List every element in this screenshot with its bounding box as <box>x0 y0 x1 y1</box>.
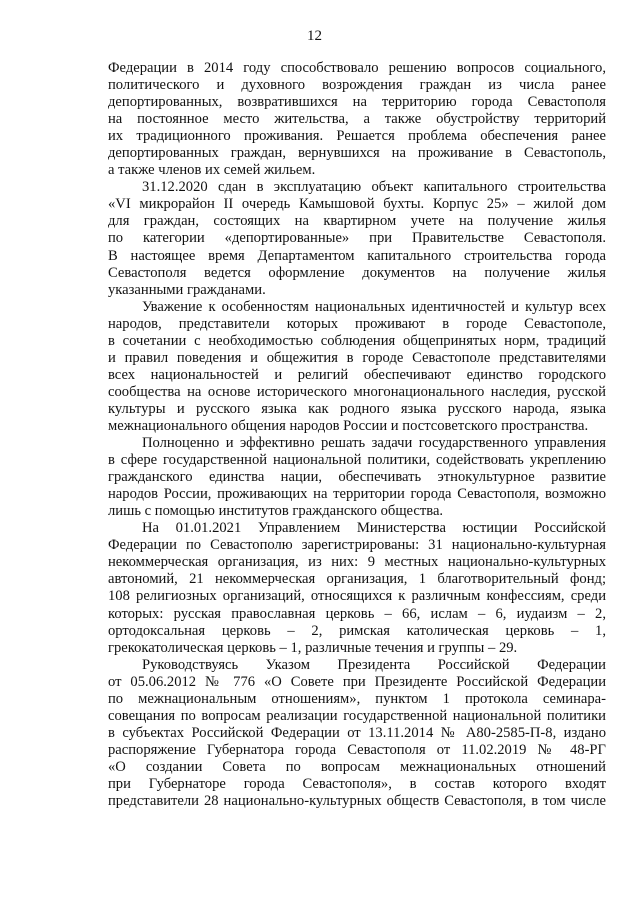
text-line: распоряжение Губернатора города Севастополя от 11.02.2019 № 48-РГ <box>108 741 606 758</box>
document-body <box>108 60 606 810</box>
text-line: их традиционного проживания. Решается проблема обеспечения ранее <box>108 128 606 145</box>
text-line: Федерации по Севастополю зарегистрированы: 31 национально-культурная <box>108 537 606 554</box>
text-line: народов России, проживающих на территории города Севастополя, возможно <box>108 486 606 503</box>
text-line: всех национальностей и религий обеспечивают единство городского <box>108 366 606 383</box>
text-line: от 05.06.2012 № 776 «О Совете при Президенте Российской Федерации <box>108 673 606 690</box>
page-number: 12 <box>307 28 322 44</box>
text-line: которых: русская православная церковь – 66, ислам – 6, иудаизм – 2, <box>108 605 606 622</box>
text-line: Федерации в 2014 году способствовало решению вопросов социального, <box>108 60 606 76</box>
text-line: на постоянное место жительства, а также обустройству территорий <box>108 111 606 128</box>
paragraph-3 <box>108 299 606 435</box>
text-line: представители 28 национально-культурных обществ Севастополя, в том числе <box>108 793 606 810</box>
text-line: Севастополя ведется оформление документов на получение жилья <box>108 264 606 281</box>
text-line: автономий, 21 некоммерческая организация, 1 благотворительный фонд; <box>108 571 606 588</box>
text-line: в сфере государственной национальной политики, содействовать укреплению <box>108 452 606 469</box>
text-line: при Губернаторе города Севастополя», в состав которого входят <box>108 775 606 792</box>
text-line: «VI микрорайон II очередь Камышовой бухты. Корпус 25» – жилой дом <box>108 196 606 213</box>
text-line: депортированных, возвратившихся на территорию города Севастополя <box>108 94 606 111</box>
text-line: гражданского единства нации, обеспечивать этнокультурное развитие <box>108 469 606 486</box>
paragraph-4 <box>108 435 606 520</box>
paragraph-6 <box>108 657 606 810</box>
text-line: 31.12.2020 сдан в эксплуатацию объект капитального строительства <box>142 179 606 196</box>
text-line: а также членов их семей жильем. <box>108 162 316 179</box>
text-line: по категории «депортированные» при Правительстве Севастополя. <box>108 230 606 247</box>
text-line: для граждан, состоящих на квартирном учете на получение жилья <box>108 213 606 230</box>
text-line: грекокатолическая церковь – 1, различные течения и группы – 29. <box>108 639 518 656</box>
text-line: лишь с помощью институтов гражданского общества. <box>108 503 444 520</box>
text-line: сообщества на основе исторического многонационального наследия, русской <box>108 383 606 400</box>
text-line: В настоящее время Департаментом капитального строительства города <box>108 247 606 264</box>
text-line: в субъектах Российской Федерации от 13.11.2014 № А80-2585-П-8, издано <box>108 724 606 741</box>
text-line: ортодоксальная церковь – 2, римская католическая церковь – 1, <box>108 622 606 639</box>
text-line: депортированных граждан, вернувшихся на проживание в Севастополь, <box>108 145 606 162</box>
text-line: в сочетании с необходимостью соблюдения общепринятых норм, традиций <box>108 332 606 349</box>
text-line: 108 религиозных организаций, относящихся к различным конфессиям, среди <box>108 588 606 605</box>
text-line: народов, представители которых проживают в городе Севастополе, <box>108 315 606 332</box>
paragraph-1 <box>108 60 606 179</box>
paragraph-2 <box>108 179 606 298</box>
paragraph-5 <box>108 520 606 656</box>
text-line: некоммерческая организация, из них: 9 местных национально-культурных <box>108 554 606 571</box>
text-line: совещания по вопросам реализации государственной национальной политики <box>108 707 606 724</box>
text-line: «О создании Совета по вопросам межнациональных отношений <box>108 758 606 775</box>
text-line: Полноценно и эффективно решать задачи государственного управления <box>142 435 606 452</box>
text-line: указанными гражданами. <box>108 281 266 298</box>
text-line: Уважение к особенностям национальных идентичностей и культур всех <box>142 298 606 315</box>
text-line: и правил поведения и общежития в городе Севастополе представителями <box>108 349 606 366</box>
text-line: по межнациональным отношениям», пунктом 1 протокола семинара- <box>108 690 606 707</box>
text-line: На 01.01.2021 Управлением Министерства юстиции Российской <box>142 520 606 537</box>
text-line: культуры и русского языка как родного языка русского народа, языка <box>108 400 606 417</box>
text-line: Руководствуясь Указом Президента Российской Федерации <box>142 656 606 673</box>
text-line: межнационального общения народов России и постсоветского пространства. <box>108 417 589 434</box>
text-line: политического и духовного возрождения граждан из числа ранее <box>108 77 606 94</box>
